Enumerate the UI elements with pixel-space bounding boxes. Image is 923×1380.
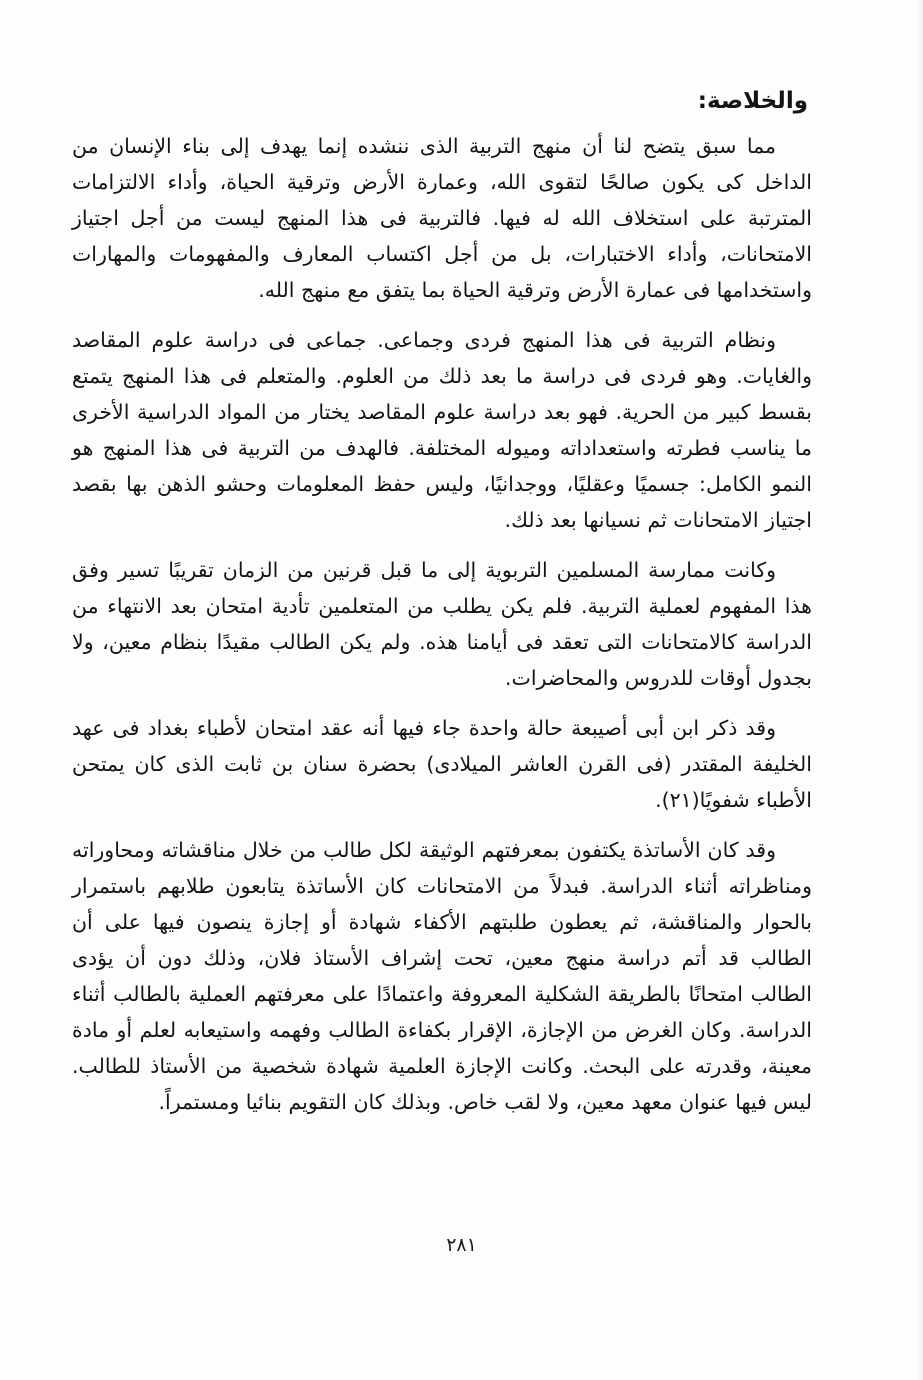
paragraph: مما سبق يتضح لنا أن منهج التربية الذى ننشده إنما يهدف إلى بناء الإنسان من الداخل كى يكون صالحًا لتقوى الله، وعمارة الأرض وترقية الحياة، وأداء الالتزامات المترتبة على استخلاف الله له فيها. فالتربية فى هذا المنهج ليست من أجل اجتياز الامتحانات، وأداء الاختبارات، بل من أجل اكتساب المعارف والمفهومات والمهارات واستخدامها فى عمارة الأرض وترقية الحياة بما يتفق مع منهج الله.	[72, 134, 812, 302]
page-body	[72, 80, 812, 1134]
paragraph: وقد ذكر ابن أبى أصيبعة حالة واحدة جاء فيها أنه عقد امتحان لأطباء بغداد فى عهد الخليفة المقتدر (فى القرن العاشر الميلادى) بحضرة سنان بن ثابت الذى كان يمتحن الأطباء شفويًا(٢١).	[72, 716, 812, 812]
section-heading: والخلاصة:	[697, 88, 808, 114]
page-edge-shadow	[917, 0, 923, 1380]
paragraph: ونظام التربية فى هذا المنهج فردى وجماعى. جماعى فى دراسة علوم المقاصد والغايات. وهو فردى فى دراسة ما بعد ذلك من العلوم. والمتعلم فى هذا المنهج يتمتع بقسط كبير من الحرية. فهو بعد دراسة علوم المقاصد يختار من المواد الدراسية الأخرى ما يناسب فطرته واستعداداته وميوله المختلفة. فالهدف من التربية فى هذا المنهج هو النمو الكامل: جسميًا وعقليًا، ووجدانيًا، وليس حفظ المعلومات وحشو الذهن بها بقصد اجتياز الامتحانات ثم نسيانها بعد ذلك.	[72, 328, 812, 532]
paragraph: وقد كان الأساتذة يكتفون بمعرفتهم الوثيقة لكل طالب من خلال مناقشاته ومحاوراته ومناظراته أثناء الدراسة. فبدلاً من الامتحانات كان الأساتذة يتابعون طلابهم باستمرار بالحوار والمناقشة، ثم يعطون طلبتهم الأكفاء شهادة أو إجازة ينصون فيها على أن الطالب قد أتم دراسة منهج معين، تحت إشراف الأستاذ فلان، وذلك دون أن يؤدى الطالب امتحانًا بالطريقة الشكلية المعروفة واعتمادًا على معرفتهم العملية بالطالب أثناء الدراسة. وكان الغرض من الإجازة، الإقرار بكفاءة الطالب وفهمه واستيعابه لعلم أو مادة معينة، وقدرته على البحث. وكانت الإجازة العلمية شهادة شخصية من الأستاذ للطالب. ليس فيها عنوان معهد معين، ولا لقب خاص. وبذلك كان التقويم بنائيا ومستمراً.	[72, 838, 812, 1114]
page-number: ٢٨١	[446, 1234, 477, 1256]
paragraph: وكانت ممارسة المسلمين التربوية إلى ما قبل قرنين من الزمان تقريبًا تسير وفق هذا المفهوم لعملية التربية. فلم يكن يطلب من المتعلمين تأدية امتحان بعد الانتهاء من الدراسة كالامتحانات التى تعقد فى أيامنا هذه. ولم يكن الطالب مقيدًا بنظام معين، ولا بجدول أوقات للدروس والمحاضرات.	[72, 558, 812, 690]
